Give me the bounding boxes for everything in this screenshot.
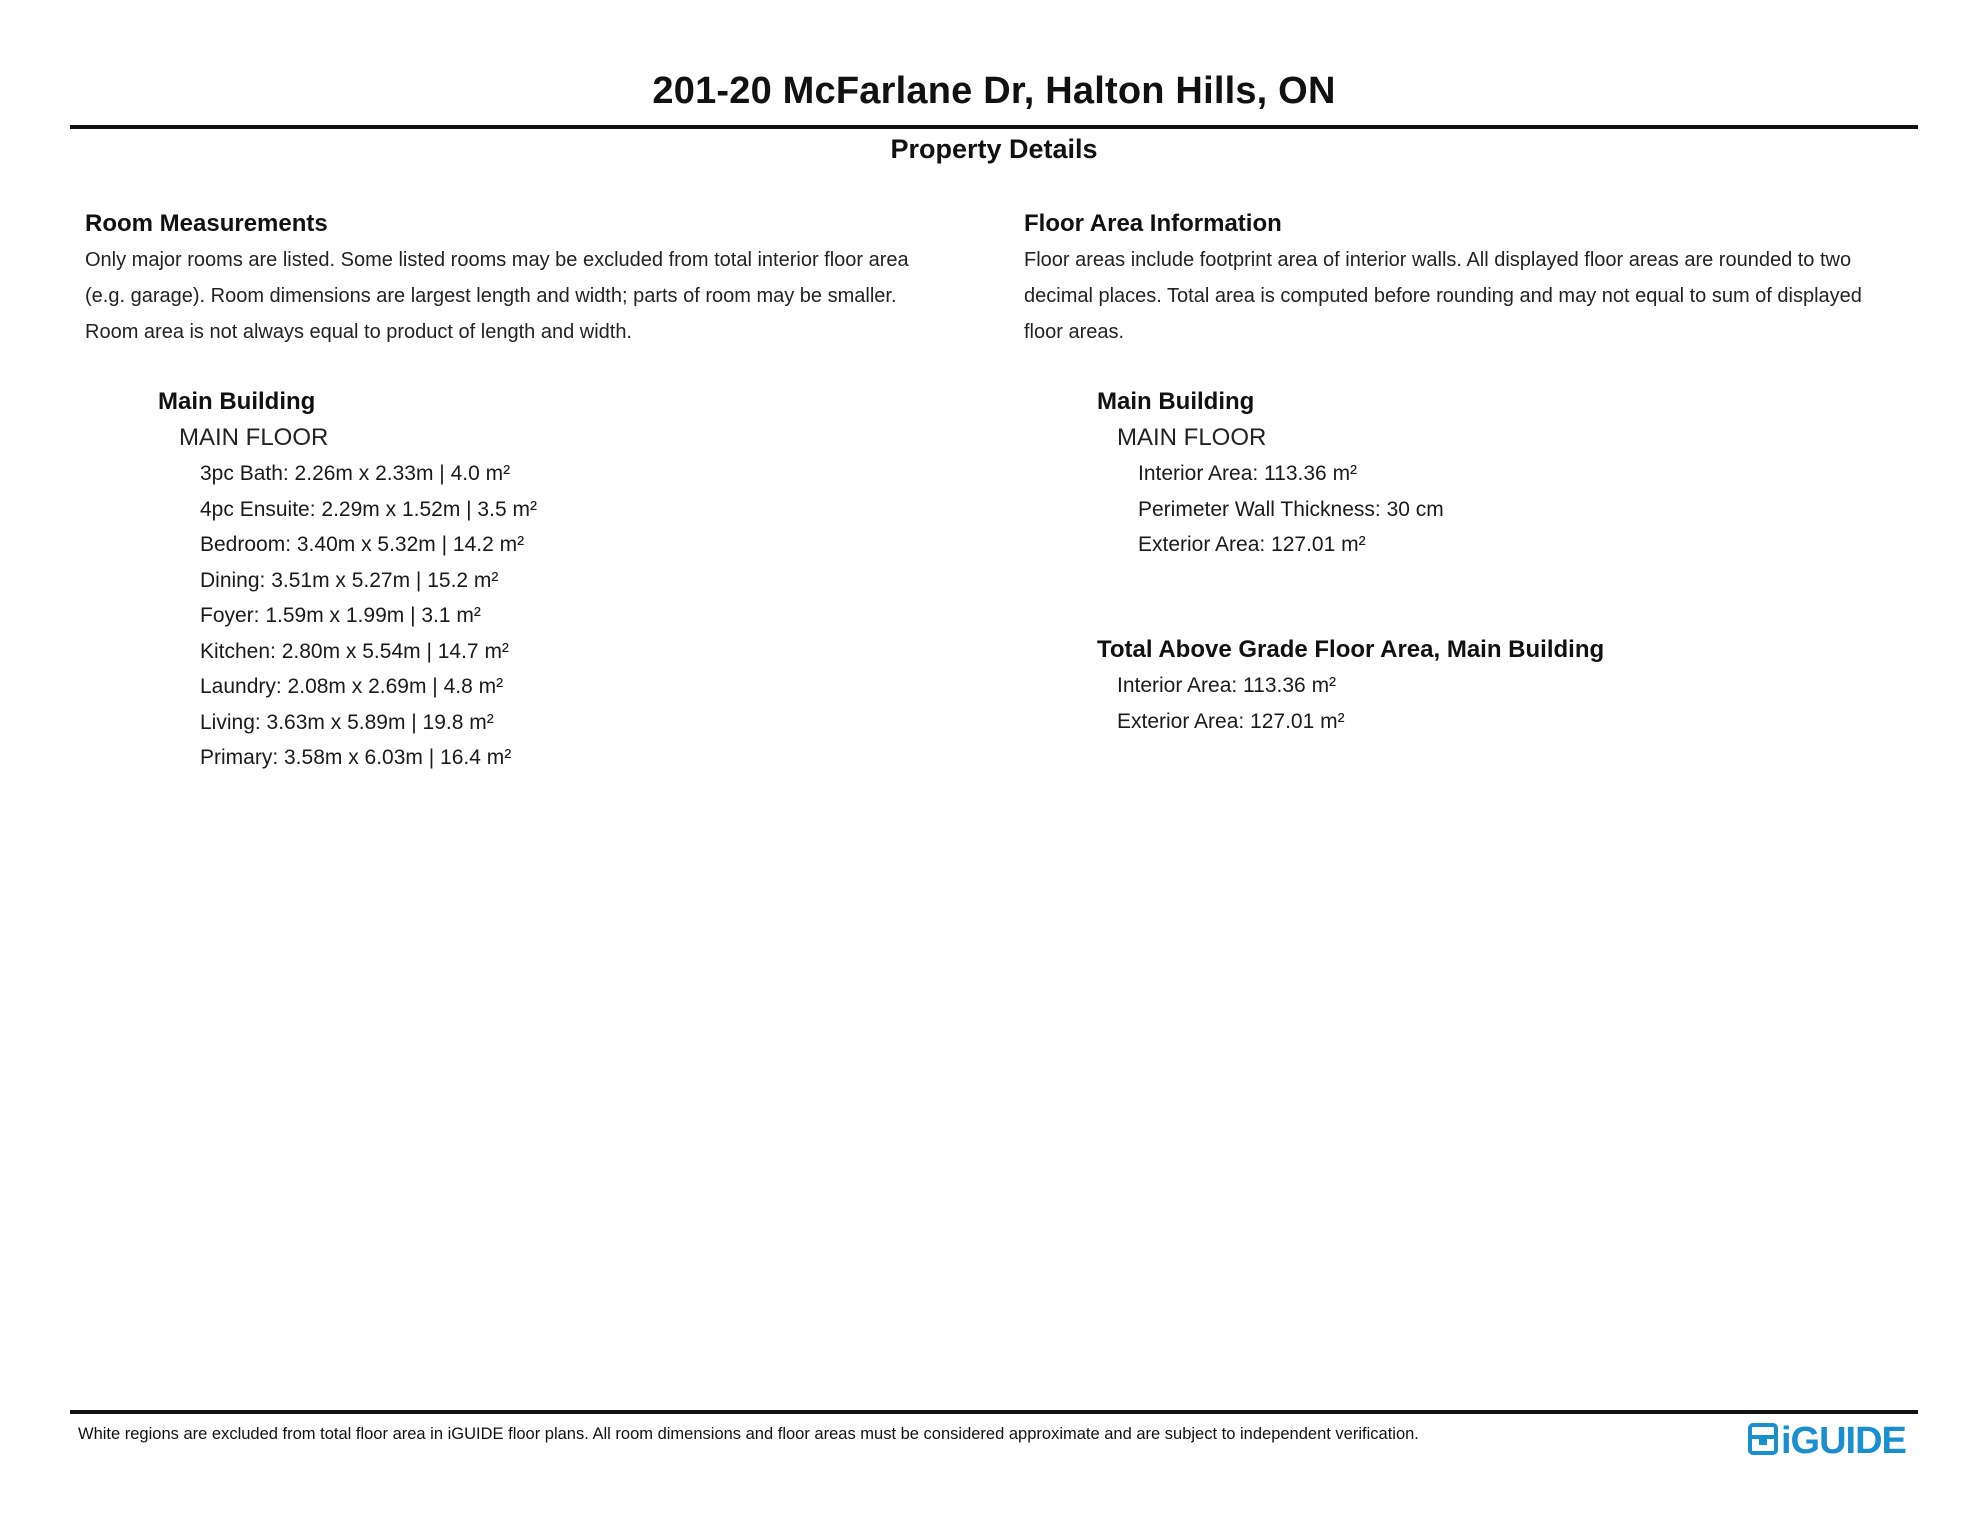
total-area-list [1117, 668, 1345, 739]
list-item: Perimeter Wall Thickness: 30 cm [1138, 497, 1444, 521]
footer-disclaimer: White regions are excluded from total floor area in iGUIDE floor plans. All room dimensions and floor areas must be considered approximate and are subject to independent verification. [78, 1425, 1419, 1443]
list-item: Exterior Area: 127.01 m² [1117, 709, 1345, 733]
floor-area-section [1024, 206, 1924, 350]
list-item: Interior Area: 113.36 m² [1138, 462, 1358, 485]
list-item: Kitchen: 2.80m x 5.54m | 14.7 m² [200, 639, 509, 663]
list-item: Primary: 3.58m x 6.03m | 16.4 m² [200, 746, 512, 769]
note-line: decimal places. Total area is computed before rounding and may not equal to sum of displayed [1024, 285, 1862, 307]
floor-area-note [1024, 242, 1924, 350]
floor-area-building-heading: Main Building [1097, 388, 1255, 415]
note-line: floor areas. [1024, 321, 1125, 343]
header-divider [70, 125, 1918, 129]
list-item: Dining: 3.51m x 5.27m | 15.2 m² [200, 568, 499, 592]
note-line: Floor areas include footprint area of interior walls. All displayed floor areas are rounded to two [1024, 249, 1852, 271]
list-item: Living: 3.63m x 5.89m | 19.8 m² [200, 710, 494, 734]
room-measurements-note [85, 242, 985, 350]
list-item: Interior Area: 113.36 m² [1117, 674, 1337, 697]
page-subtitle: Property Details [890, 134, 1098, 164]
room-list [200, 456, 537, 776]
room-floor-label: MAIN FLOOR [179, 424, 329, 451]
note-line: (e.g. garage). Room dimensions are largest length and width; parts of room may be smaller. [85, 285, 897, 307]
floor-area-list [1138, 456, 1444, 563]
floor-area-floor-label: MAIN FLOOR [1117, 424, 1267, 451]
room-measurements-section [85, 206, 985, 350]
floor-area-heading: Floor Area Information [1024, 210, 1282, 237]
iguide-logo-icon [1748, 1422, 1778, 1461]
note-line: Only major rooms are listed. Some listed rooms may be excluded from total interior floor area [85, 249, 909, 271]
list-item: 3pc Bath: 2.26m x 2.33m | 4.0 m² [200, 462, 511, 485]
list-item: Exterior Area: 127.01 m² [1138, 533, 1366, 556]
note-line: Room area is not always equal to product of length and width. [85, 321, 632, 343]
total-area-heading: Total Above Grade Floor Area, Main Building [1097, 636, 1605, 663]
list-item: Bedroom: 3.40m x 5.32m | 14.2 m² [200, 533, 525, 556]
brand-name: iGUIDE [1781, 1420, 1906, 1462]
list-item: Laundry: 2.08m x 2.69m | 4.8 m² [200, 675, 504, 698]
footer-divider [70, 1410, 1918, 1414]
page-title: 201-20 McFarlane Dr, Halton Hills, ON [652, 70, 1336, 112]
room-building-heading: Main Building [158, 388, 316, 415]
brand-logo [1748, 1418, 1906, 1464]
list-item: 4pc Ensuite: 2.29m x 1.52m | 3.5 m² [200, 497, 537, 521]
list-item: Foyer: 1.59m x 1.99m | 3.1 m² [200, 604, 481, 627]
room-measurements-heading: Room Measurements [85, 210, 328, 237]
